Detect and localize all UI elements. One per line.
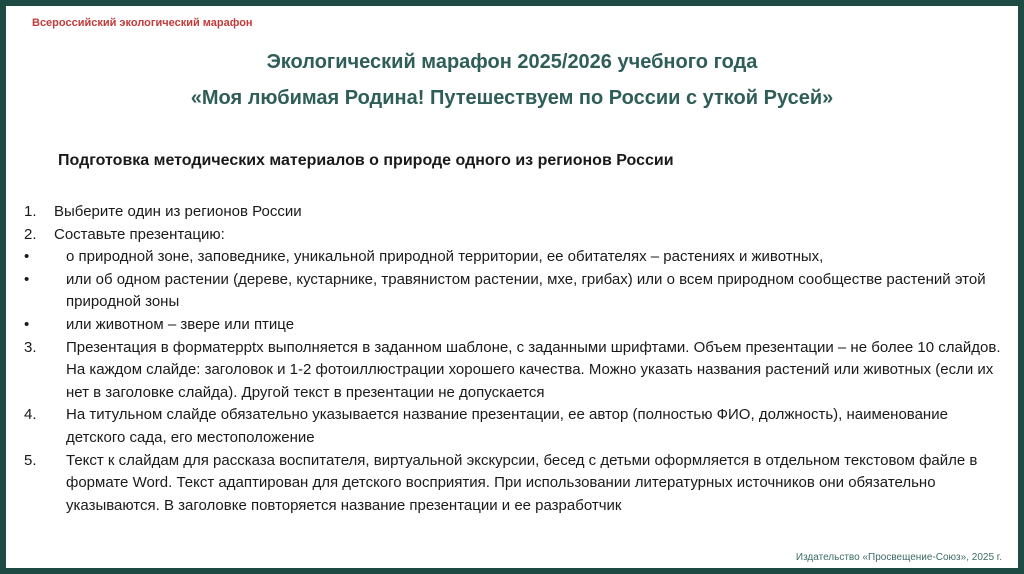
list-item xyxy=(24,404,1004,449)
list-item-text: Текст к слайдам для рассказа воспитателя, виртуальной экскурсии, бесед с детьми оформляется в отдельном текстовом файле в формате Word. Текст адаптирован для детского восприятия. При использовании литературных источников они обязательно указываются. В заголовке повторяется название презентации и ее разработчик xyxy=(66,451,978,514)
bullet-marker: • xyxy=(24,248,30,266)
list-marker: 4. xyxy=(24,406,37,424)
list-marker: 1. xyxy=(24,203,37,220)
list-item-text: или об одном растении (дереве, кустарнике, травянистом растении, мхе, грибах) или о всем природном сообществе растений этой природной зоны xyxy=(66,270,986,311)
slide-title-line1: Экологический марафон 2025/2026 учебного года xyxy=(266,51,758,73)
list-item-text: На титульном слайде обязательно указывается название презентации, ее автор (полностью ФИО, должность), наименование детского сада, его местоположение xyxy=(66,406,948,446)
list-item xyxy=(24,269,1004,314)
list-item xyxy=(24,337,1004,405)
publisher-footer: Издательство «Просвещение-Союз», 2025 г. xyxy=(795,552,1002,563)
bullet-marker: • xyxy=(24,270,30,288)
brand-label: Всероссийский экологический марафон xyxy=(32,17,253,29)
list-item-text: Презентация в форматеpptx выполняется в заданном шаблоне, с заданными шрифтами. Объем презентации – не более 10 слайдов. На каждом слайде: заголовок и 1-2 фотоиллюстрации хорошего качества. Можно указать названия растений или животных (если их нет в заголовке слайда). Другой текст в презентации не допускается xyxy=(66,338,1001,401)
slide xyxy=(6,6,1018,568)
slide-title-line2: «Моя любимая Родина! Путешествуем по России с уткой Русей» xyxy=(190,87,834,109)
list-item-text: или животном – звере или птице xyxy=(66,315,295,333)
list-item-text: Составьте презентацию: xyxy=(54,225,225,243)
bullet-marker: • xyxy=(24,315,30,333)
list-item xyxy=(24,201,1004,224)
list-item xyxy=(24,246,1004,269)
list-item-text: о природной зоне, заповеднике, уникальной природной территории, ее обитателях – растениях и животных, xyxy=(66,248,824,266)
list-marker: 3. xyxy=(24,338,37,356)
list-marker: 5. xyxy=(24,451,37,469)
instructions-list xyxy=(24,201,1004,517)
list-item xyxy=(24,224,1004,247)
list-marker: 2. xyxy=(24,225,37,243)
list-item xyxy=(24,314,1004,337)
list-item xyxy=(24,450,1004,518)
list-item-text: Выберите один из регионов России xyxy=(54,203,302,220)
slide-subtitle: Подготовка методических материалов о природе одного из регионов России xyxy=(58,152,674,169)
